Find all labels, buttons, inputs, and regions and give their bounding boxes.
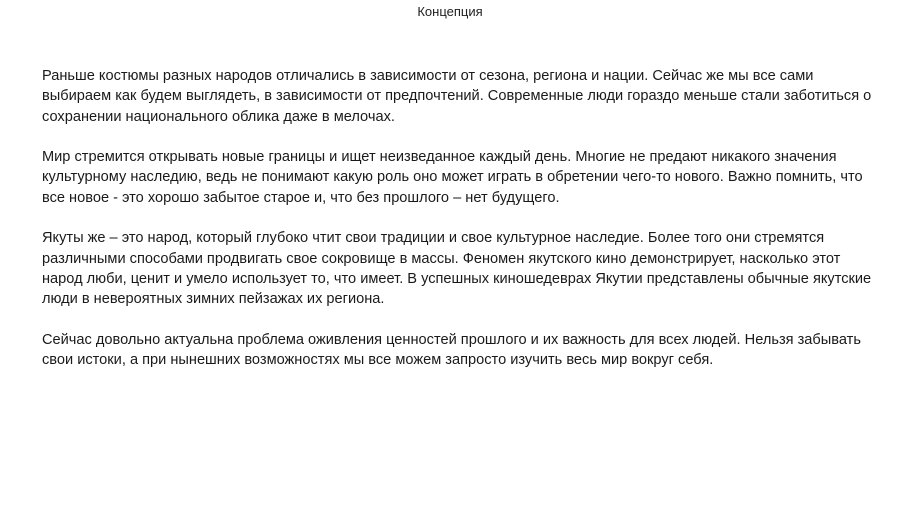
paragraph-heritage: Мир стремится открывать новые границы и ищет неизведанное каждый день. Многие не предают никакого значения культурному наследию, ведь не понимают какую роль оно может играть в обретении чего-то нового. Важно помнить, что все новое - это хорошо забытое старое и, что без прошлого – нет будущего. <box>42 149 863 206</box>
paragraph-costumes: Раньше костюмы разных народов отличались в зависимости от сезона, региона и нации. Сейчас же мы все сами выбираем как будем выглядеть, в зависимости от предпочтений. Современные люди гораздо меньше стали заботиться о сохранении национального облика даже в мелочах. <box>42 68 872 125</box>
paragraph-yakuts: Якуты же – это народ, который глубоко чтит свои традиции и свое культурное наследие. Более того они стремятся различными способами продвигать свое сокровище в массы. Феномен якутского кино демонстрирует, насколько этот народ люби, ценит и умело использует то, что имеет. В успешных киношедеврах Якутии представлены обычные якутские люди в невероятных зимних пейзажах их региона. <box>42 230 872 308</box>
slide-body <box>42 66 872 370</box>
slide-title: Концепция <box>417 4 483 19</box>
paragraph-values: Сейчас довольно актуальна проблема оживления ценностей прошлого и их важность для всех людей. Нельзя забывать свои истоки, а при нынешних возможностях мы все можем запросто изучить весь мир вокруг себя. <box>42 331 861 369</box>
